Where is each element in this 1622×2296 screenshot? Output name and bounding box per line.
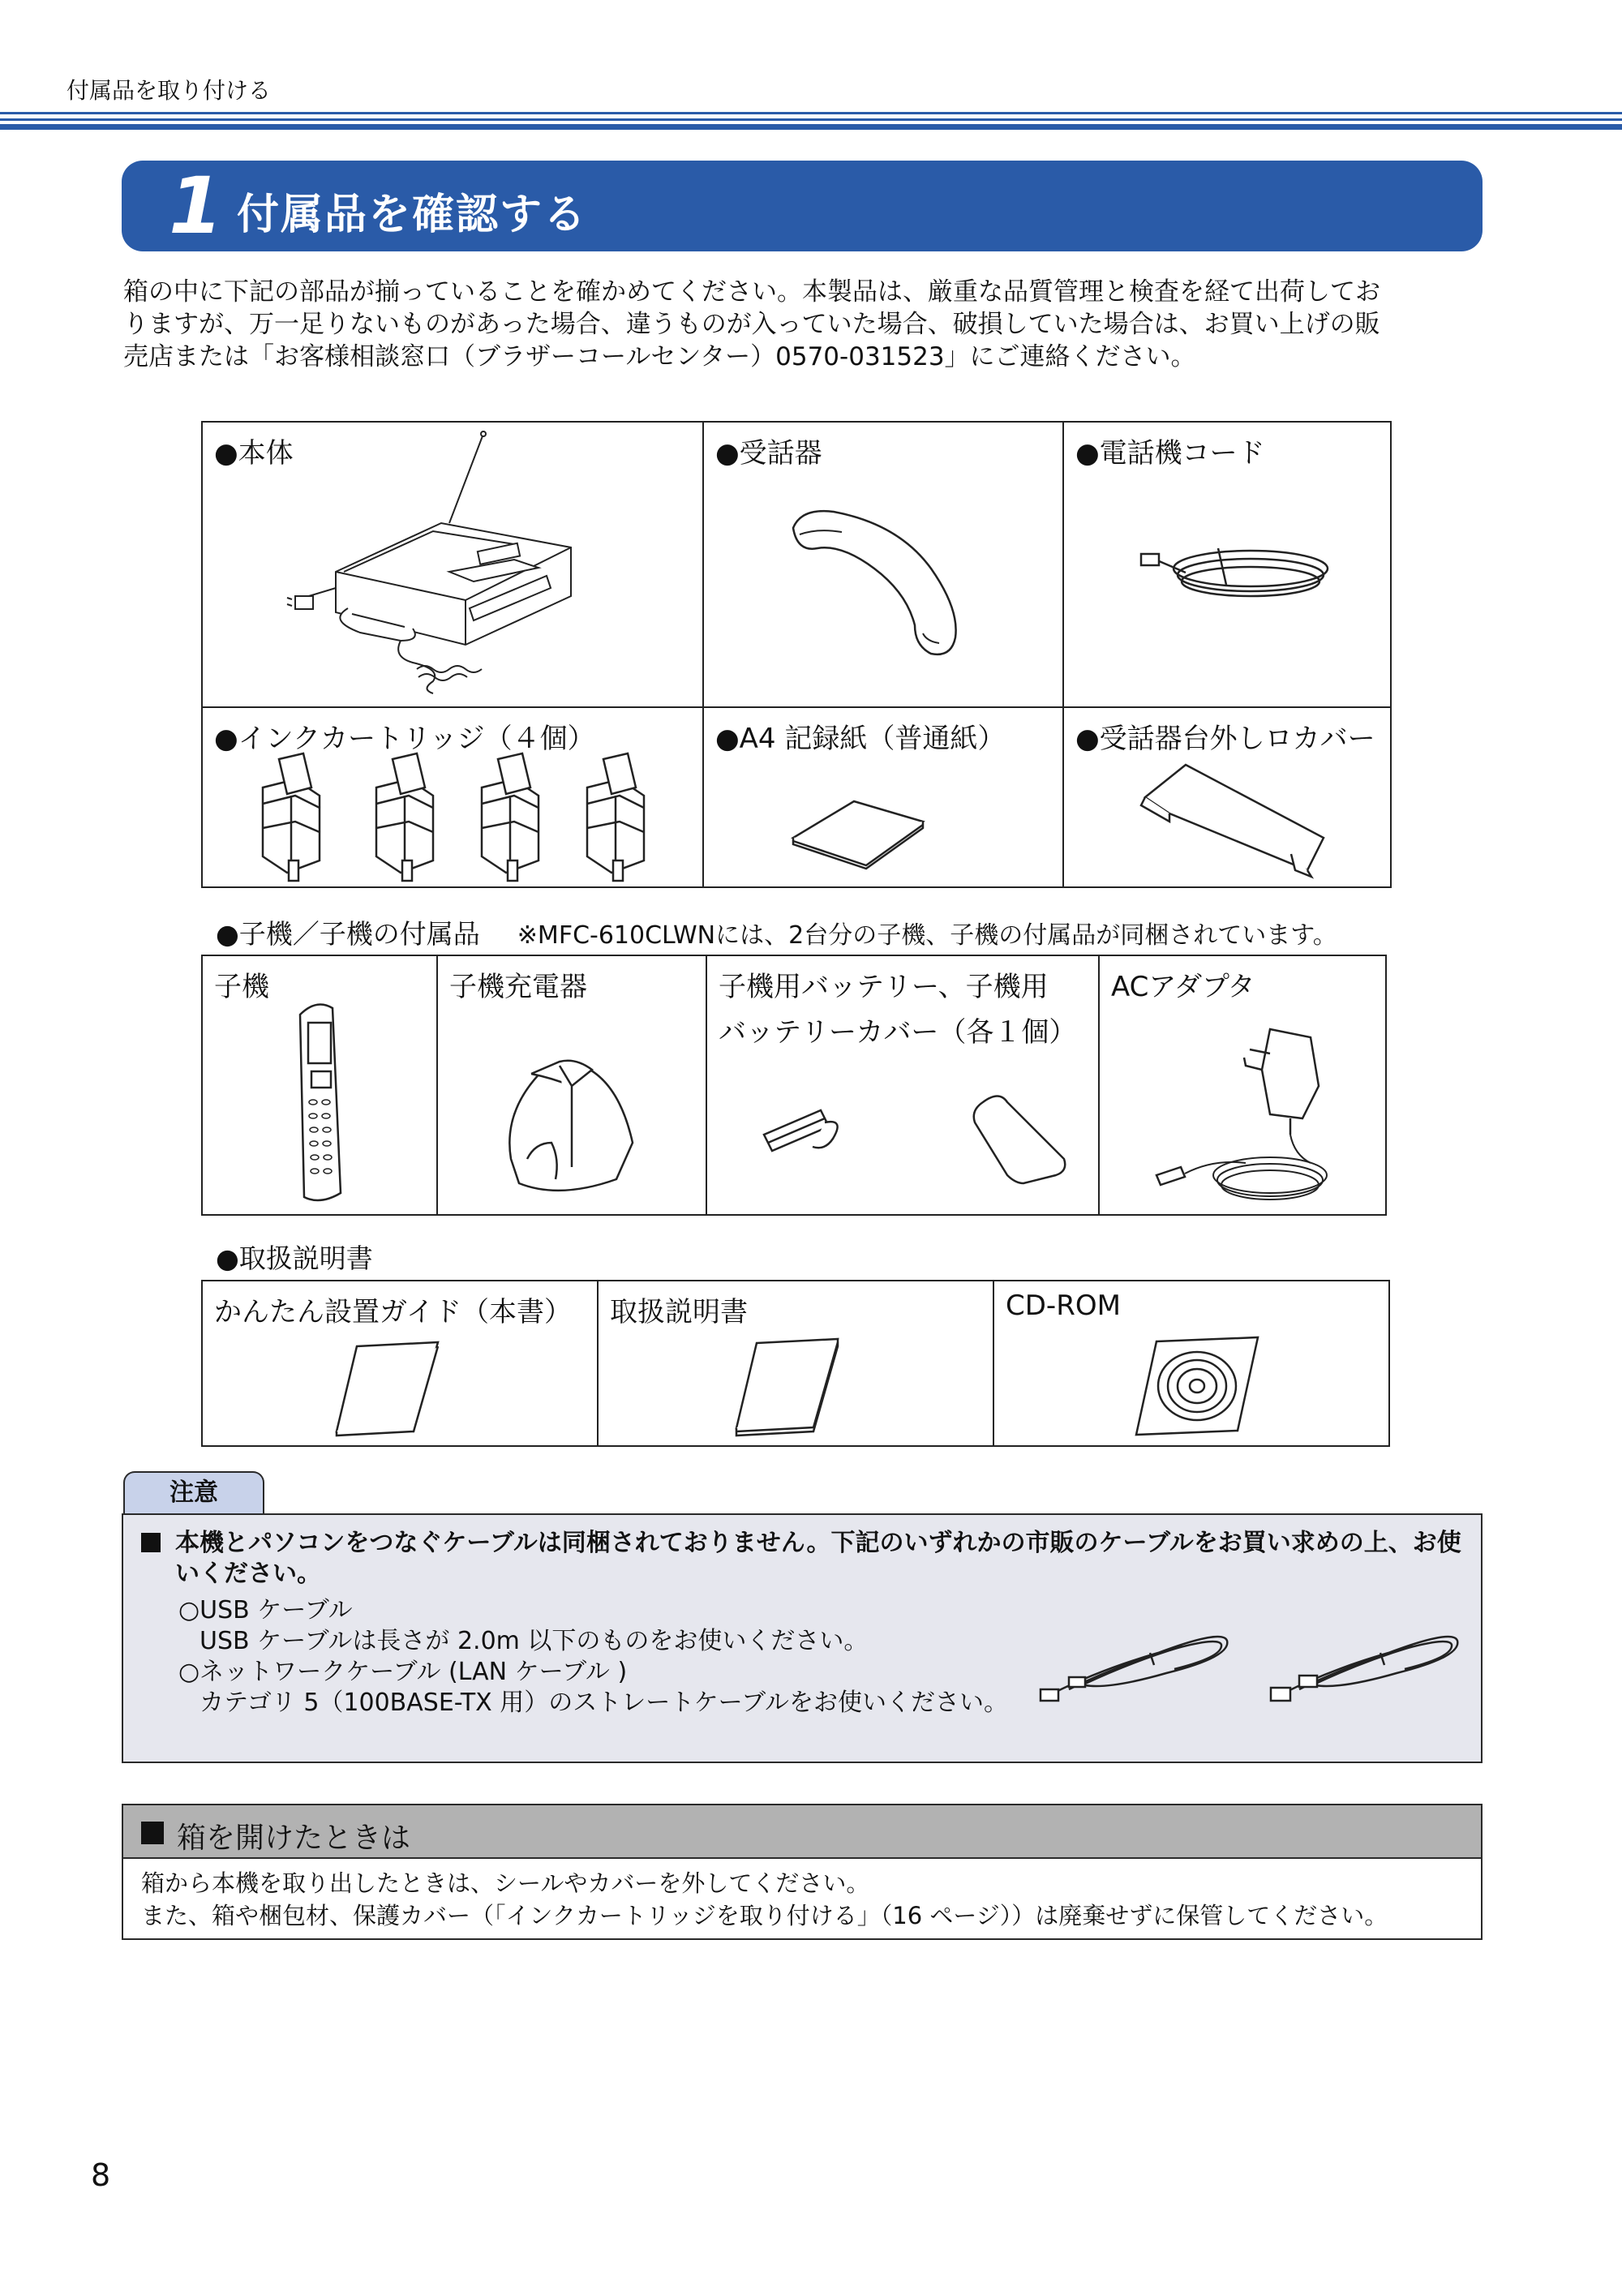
item-cell-ink [202, 707, 703, 887]
item-label: ●受話器 [715, 437, 822, 470]
running-header: 付属品を取り付ける [67, 77, 272, 104]
section-title: 付属品を確認する [237, 191, 588, 239]
item-cell-cord [1063, 422, 1391, 707]
item-cell-battery [706, 955, 1099, 1215]
cdrom-illustration [1132, 1333, 1262, 1439]
main-items-table [201, 421, 1392, 888]
item-cell-body [202, 422, 703, 707]
header-rule [0, 112, 1622, 131]
item-label-line2: バッテリーカバー（各１個） [719, 1016, 1077, 1049]
cordless-heading [216, 913, 1337, 951]
caution-line: いください。 [175, 1560, 321, 1588]
square-bullet-icon [141, 1822, 164, 1844]
manual-illustration [732, 1335, 846, 1436]
page-number: 8 [91, 2157, 111, 2193]
section-banner [122, 161, 1483, 251]
ac-adapter-illustration [1148, 1021, 1359, 1208]
step-number: 1 [169, 161, 223, 251]
item-label: 子機充電器 [449, 971, 587, 1003]
item-cell-ac-adapter [1099, 955, 1386, 1215]
caution-box [122, 1513, 1483, 1763]
square-bullet-icon [141, 1533, 161, 1552]
manuals-heading: ●取扱説明書 [216, 1242, 373, 1274]
cordless-heading-text: ●子機／子機の付属品 [216, 918, 480, 950]
manuals-table [201, 1280, 1390, 1447]
usb-cable-icon [1036, 1620, 1239, 1710]
handset-illustration [785, 504, 980, 666]
cordless-handset-illustration [284, 998, 357, 1209]
ink-cartridge-illustration [247, 747, 668, 885]
handset-cradle-cover-illustration [1137, 749, 1332, 878]
box-opening-line: 箱から本機を取り出したときは、シールやカバーを外してください。 [141, 1869, 870, 1897]
caution-main-text [141, 1528, 1471, 1590]
lan-cable-icon [1267, 1620, 1470, 1710]
box-opening-body [122, 1857, 1483, 1940]
item-cell-cdrom [993, 1281, 1389, 1446]
item-label: 子機 [214, 971, 269, 1003]
usb-desc: USB ケーブルは長さが 2.0m 以下のものをお使いください。 [200, 1627, 869, 1655]
item-label: ●インクカートリッジ（４個） [214, 723, 595, 755]
intro-line: 箱の中に下記の部品が揃っていることを確かめてください。本製品は、厳重な品質管理と検査を経て出荷してお [123, 277, 1380, 307]
item-cell-manual [598, 1281, 993, 1446]
box-opening-line: また、箱や梱包材、保護カバー（「インクカートリッジを取り付ける」（16 ページ））は廃棄せずに保管してください。 [141, 1902, 1388, 1929]
item-label: かんたん設置ガイド（本書） [214, 1296, 572, 1328]
cordless-note: ※MFC-610CLWNには、2台分の子機、子機の付属品が同梱されています。 [517, 921, 1337, 950]
item-label: ●A4 記録紙（普通紙） [715, 723, 1006, 755]
charger-illustration [495, 1037, 657, 1199]
item-label: 取扱説明書 [610, 1296, 748, 1328]
item-label: ACアダプタ [1111, 971, 1255, 1003]
item-label: 子機用バッテリー、子機用 [719, 971, 1049, 1003]
lan-desc: カテゴリ 5（100BASE-TX 用）のストレートケーブルをお使いください。 [200, 1689, 1008, 1717]
item-label: ●受話器台外しロカバー [1075, 723, 1375, 755]
battery-and-cover-illustration [756, 1086, 1080, 1199]
intro-line: 売店または「お客様相談窓口（ブラザーコールセンター）0570-031523」にご連絡ください。 [123, 342, 1196, 371]
quick-guide-illustration [333, 1338, 446, 1436]
lan-title: ○ネットワークケーブル (LAN ケーブル ) [178, 1658, 628, 1686]
item-cell-cover [1063, 707, 1391, 887]
item-label: ●本体 [214, 437, 294, 470]
intro-line: りますが、万一足りないものがあった場合、違うものが入っていた場合、破損していた場合は、お買い上げの販 [123, 310, 1380, 339]
item-cell-charger [437, 955, 706, 1215]
box-opening-title: 箱を開けたときは [177, 1822, 411, 1855]
item-cell-paper [703, 707, 1063, 887]
item-label: CD-ROM [1006, 1290, 1121, 1322]
fax-machine-illustration [271, 426, 628, 702]
intro-paragraph [123, 276, 1486, 373]
item-cell-handset [703, 422, 1063, 707]
phone-cord-illustration [1137, 528, 1332, 625]
usb-title: ○USB ケーブル [178, 1596, 353, 1624]
caution-tab: 注意 [123, 1471, 264, 1515]
item-label: ●電話機コード [1075, 437, 1265, 470]
item-cell-cordless-handset [202, 955, 437, 1215]
box-opening-header [122, 1804, 1483, 1859]
cordless-items-table [201, 955, 1387, 1216]
caution-line: 本機とパソコンをつなぐケーブルは同梱されておりません。下記のいずれかの市販のケーブルをお買い求めの上、お使 [175, 1529, 1461, 1557]
paper-stack-illustration [785, 789, 931, 870]
item-cell-quick-guide [202, 1281, 598, 1446]
